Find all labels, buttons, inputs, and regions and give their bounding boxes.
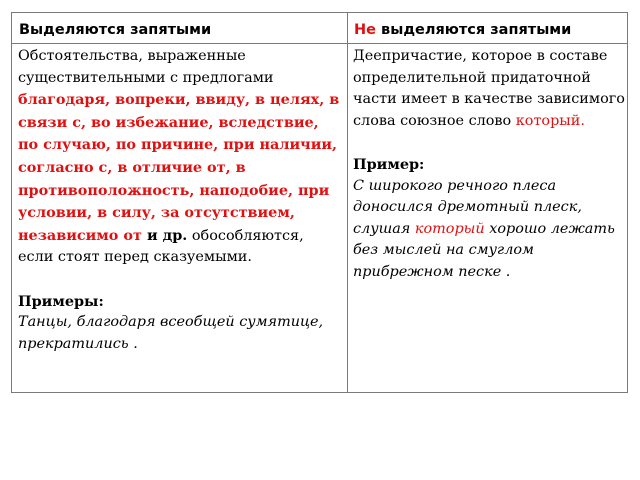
and-word: и [141, 226, 163, 244]
etc-word: др. [162, 226, 188, 244]
left-rule-text [18, 46, 340, 269]
examples-label: Примеры: [18, 292, 104, 310]
header-left: Выделяются запятыми [19, 22, 212, 38]
right-example-keyword: который [414, 220, 485, 237]
rules-table [11, 12, 628, 393]
header-right-rest: выделяются запятыми [375, 22, 572, 38]
right-example-after: хорошо лежать без мыслей на смуглом прибрежном песке . [353, 220, 615, 280]
header-negation: Не [354, 22, 376, 38]
left-rest: обособляются, если стоят перед сказуемыми. [18, 227, 304, 266]
right-rule-text [353, 46, 625, 132]
column-divider [347, 13, 348, 392]
right-cell [353, 46, 625, 284]
right-keyword: который. [515, 112, 585, 129]
left-example: Танцы, благодаря всеобщей сумятице, прекратились . [18, 314, 324, 352]
right-example [353, 176, 625, 284]
left-cell [18, 46, 340, 355]
right-example-before: С широкого речного плеса доносился дремотный плеск, слушая [353, 177, 582, 237]
right-intro: Деепричастие, которое в составе определительной придаточной части имеет в качестве зависимого слова союзное слово [353, 48, 625, 129]
prepositions-list: благодаря, вопреки, ввиду, в целях, в связи с, во избежание, вследствие, по случаю, по причине, при наличии, согласно с, в отличие от, в противоположность, наподобие, при условии, в силу, за отсутствием, независимо от [18, 91, 340, 244]
left-intro: Обстоятельства, выраженные существительными с предлогами [18, 48, 274, 86]
header-right [354, 20, 571, 40]
example-label: Пример: [353, 155, 425, 173]
header-divider [12, 43, 627, 44]
